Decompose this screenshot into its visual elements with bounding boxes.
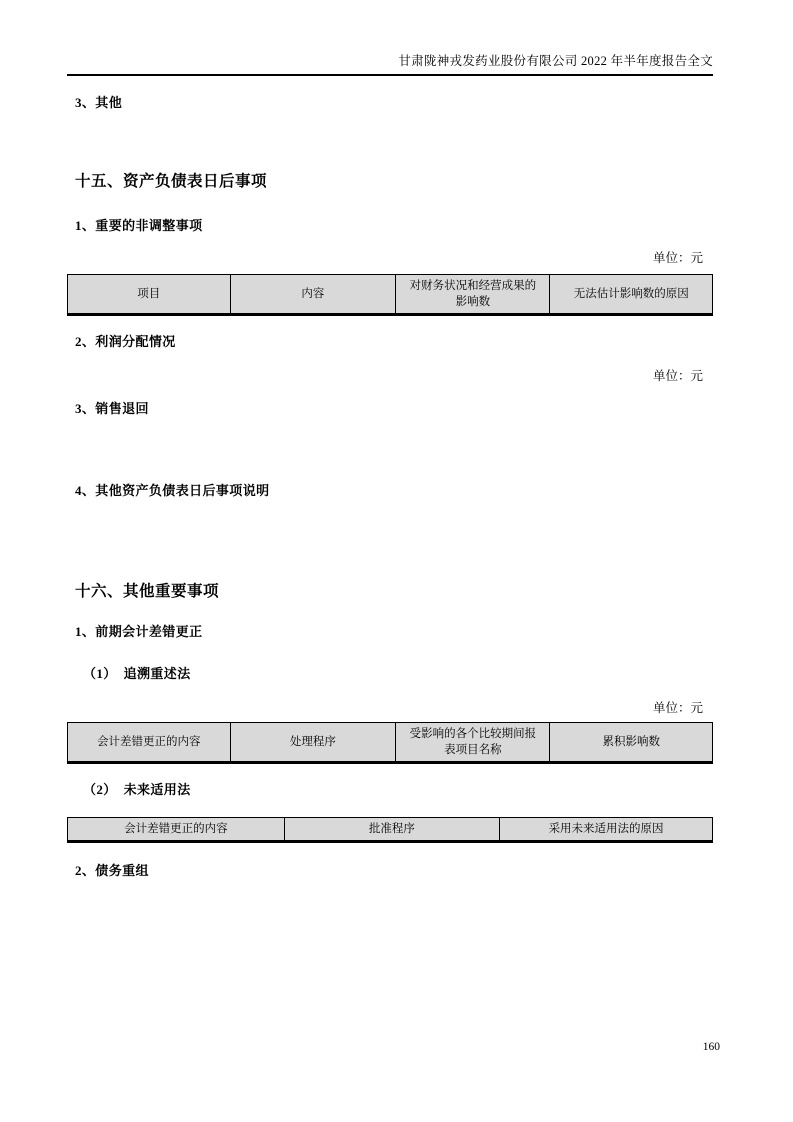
page-content: [67, 0, 713, 1122]
table2-header-procedure: 处理程序: [230, 723, 396, 763]
table2-header-cumulative-impact: 累积影响数: [550, 723, 713, 763]
heading-sales-returns: 3、销售退回: [75, 401, 149, 416]
table3-header-correction-content: 会计差错更正的内容: [68, 818, 285, 842]
unit-label-1: 单位：元: [652, 251, 703, 265]
table3-header-approval-procedure: 批准程序: [284, 818, 499, 842]
table1-header-impact: 对财务状况和经营成果的影响数: [396, 275, 550, 315]
unit-label-3: 单位：元: [652, 701, 703, 715]
heading-prior-period-error-correction: 1、前期会计差错更正: [75, 624, 203, 639]
retrospective-restatement-table: [67, 722, 713, 764]
prospective-application-table: [67, 817, 713, 843]
heading-section-16: 十六、其他重要事项: [75, 583, 220, 600]
document-header: [67, 53, 713, 69]
table2-header-affected-items: 受影响的各个比较期间报表项目名称: [396, 723, 550, 763]
heading-other: 3、其他: [75, 95, 123, 110]
heading-other-post-balance-events: 4、其他资产负债表日后事项说明: [75, 483, 270, 498]
heading-debt-restructuring: 2、债务重组: [75, 863, 149, 878]
heading-prospective-application: （2） 未来适用法: [83, 782, 191, 797]
table1-header-content: 内容: [230, 275, 396, 315]
table3-header-reason: 采用未来适用法的原因: [500, 818, 713, 842]
table-header-row: [68, 723, 713, 763]
heading-retrospective-restatement: （1） 追溯重述法: [83, 666, 191, 681]
document-header-text: 甘肃陇神戎发药业股份有限公司 2022 年半年度报告全文: [398, 54, 713, 68]
header-divider: [67, 74, 713, 76]
table-header-row: [68, 818, 713, 842]
table2-header-correction-content: 会计差错更正的内容: [68, 723, 231, 763]
table1-header-reason: 无法估计影响数的原因: [550, 275, 713, 315]
table1-header-item: 项目: [68, 275, 231, 315]
unit-label-2: 单位：元: [652, 369, 703, 383]
page-number: 160: [702, 1041, 720, 1053]
heading-important-non-adjusting-events: 1、重要的非调整事项: [75, 218, 203, 233]
table-header-row: [68, 275, 713, 315]
heading-profit-distribution: 2、利润分配情况: [75, 334, 176, 349]
heading-section-15: 十五、资产负债表日后事项: [75, 173, 268, 190]
non-adjusting-events-table: [67, 274, 713, 316]
